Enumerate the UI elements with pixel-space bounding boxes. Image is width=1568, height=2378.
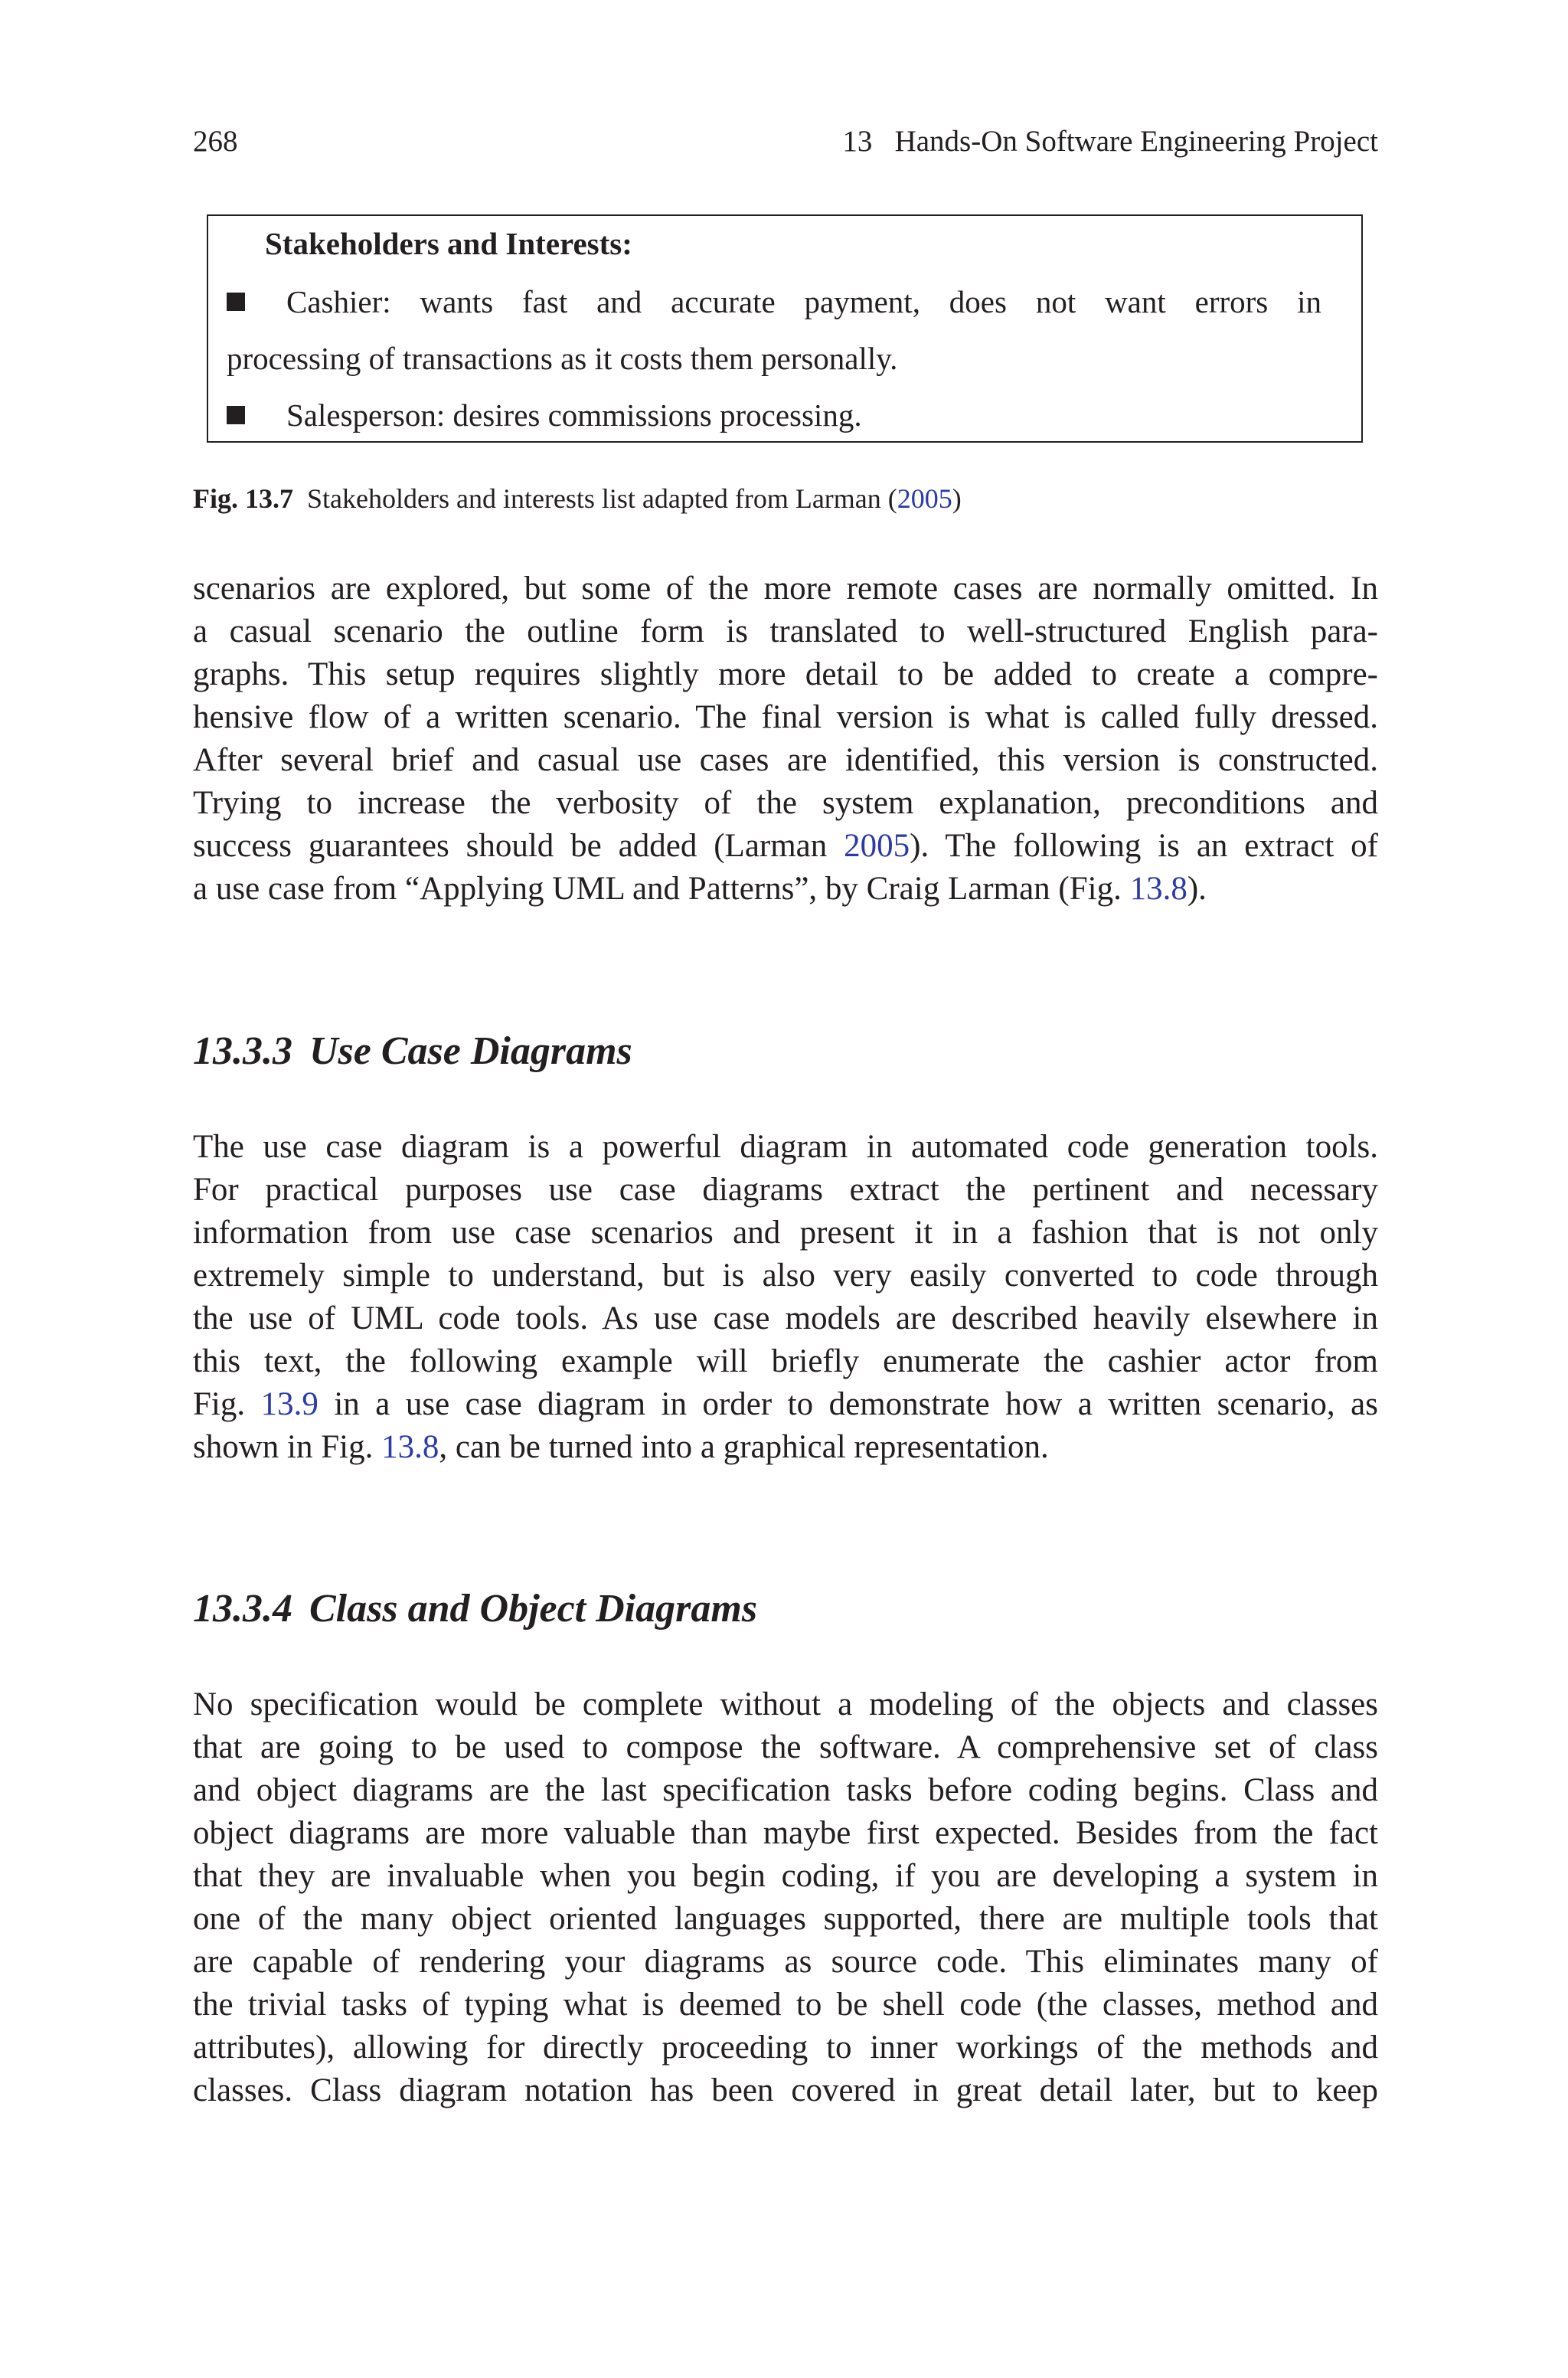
- text-segment: shown in Fig.: [193, 1429, 382, 1465]
- text-line: Trying to increase the verbosity of the system explanation, preconditions and: [193, 785, 1378, 821]
- text-line: this text, the following example will briefly enumerate the cashier actor from: [193, 1343, 1378, 1379]
- figure-link[interactable]: 13.9: [260, 1386, 318, 1422]
- text-line: extremely simple to understand, but is also very easily converted to code through: [193, 1258, 1378, 1294]
- figure-link[interactable]: 13.8: [1129, 871, 1187, 907]
- section-number: 13.3.4: [193, 1587, 292, 1631]
- section-title: Class and Object Diagrams: [309, 1587, 758, 1631]
- text-segment: ).: [1187, 871, 1207, 907]
- text-line: [193, 1383, 1378, 1426]
- text-line: classes. Class diagram notation has been covered in great detail later, but to keep: [193, 2072, 1378, 2108]
- figure-label: Fig. 13.7: [193, 483, 293, 514]
- cashier-text-line2: processing of transactions as it costs them personally.: [227, 341, 898, 376]
- text-segment: , can be turned into a graphical representation.: [439, 1429, 1049, 1465]
- citation-link[interactable]: 2005: [897, 483, 952, 514]
- stakeholder-item-cashier: [227, 280, 1321, 323]
- text-line: graphs. This setup requires slightly more detail to be added to create a compre-: [193, 656, 1378, 692]
- text-segment: a use case from “Applying UML and Patterns”, by Craig Larman (Fig.: [193, 871, 1130, 907]
- figure-caption: [193, 479, 962, 518]
- text-line: that are going to be used to compose the software. A comprehensive set of class: [193, 1729, 1378, 1765]
- text-line: are capable of rendering your diagrams as source code. This eliminates many of: [193, 1944, 1378, 1980]
- section-number: 13.3.3: [193, 1029, 292, 1073]
- caption-text: Stakeholders and interests list adapted from Larman (: [307, 483, 897, 514]
- text-line: [193, 825, 1378, 868]
- text-line: No specification would be complete without a modeling of the objects and classes: [193, 1686, 1378, 1722]
- page-number: 268: [193, 125, 238, 158]
- text-segment: success guarantees should be added (Larman: [193, 828, 844, 864]
- text-line: a casual scenario the outline form is translated to well-structured English para-: [193, 613, 1378, 649]
- paragraph-use-case-diagrams: [193, 1126, 1378, 1469]
- text-line: one of the many object oriented languages supported, there are multiple tools that: [193, 1901, 1378, 1937]
- text-segment: Fig.: [193, 1386, 261, 1422]
- stakeholders-figure-box: [207, 214, 1363, 443]
- text-line: attributes), allowing for directly proceeding to inner workings of the methods and: [193, 2030, 1378, 2066]
- box-heading: Stakeholders and Interests:: [265, 226, 632, 261]
- text-line: hensive flow of a written scenario. The final version is what is called fully dressed.: [193, 699, 1378, 735]
- text-line: The use case diagram is a powerful diagram in automated code generation tools.: [193, 1129, 1378, 1165]
- text-line: that they are invaluable when you begin coding, if you are developing a system in: [193, 1858, 1378, 1894]
- text-line: For practical purposes use case diagrams extract the pertinent and necessary: [193, 1172, 1378, 1208]
- text-line: the trivial tasks of typing what is deemed to be shell code (the classes, method and: [193, 1987, 1378, 2023]
- text-line: information from use case scenarios and present it in a fashion that is not only: [193, 1215, 1378, 1251]
- text-segment: ). The following is an extract of: [910, 828, 1378, 864]
- text-segment: in a use case diagram in order to demonstrate how a written scenario, as: [318, 1386, 1378, 1422]
- section-heading-class-object-diagrams: [193, 1582, 757, 1636]
- caption-close: ): [952, 483, 962, 514]
- section-title: Use Case Diagrams: [309, 1029, 632, 1073]
- text-line: the use of UML code tools. As use case models are described heavily elsewhere in: [193, 1300, 1378, 1336]
- text-line: [193, 868, 1378, 911]
- section-heading-use-case-diagrams: [193, 1025, 632, 1078]
- chapter-title: 13 Hands-On Software Engineering Project: [842, 125, 1378, 158]
- running-head: [193, 123, 1378, 161]
- paragraph-class-object-diagrams: [193, 1683, 1378, 2112]
- text-line: object diagrams are more valuable than maybe first expected. Besides from the fact: [193, 1815, 1378, 1851]
- stakeholder-item-salesperson: [227, 394, 1321, 437]
- cashier-text-line1: Cashier: wants fast and accurate payment, does not want errors in: [286, 284, 1321, 319]
- text-line: After several brief and casual use cases are identified, this version is constructed.: [193, 742, 1378, 778]
- text-line: [193, 1426, 1378, 1469]
- salesperson-text: Salesperson: desires commissions processing.: [286, 397, 862, 433]
- citation-link[interactable]: 2005: [844, 828, 910, 864]
- text-line: and object diagrams are the last specification tasks before coding begins. Class and: [193, 1772, 1378, 1808]
- text-line: scenarios are explored, but some of the more remote cases are normally omitted. In: [193, 571, 1378, 607]
- paragraph-scenarios: [193, 568, 1378, 911]
- square-bullet-icon: [227, 406, 245, 424]
- square-bullet-icon: [227, 293, 245, 311]
- figure-link[interactable]: 13.8: [381, 1429, 439, 1465]
